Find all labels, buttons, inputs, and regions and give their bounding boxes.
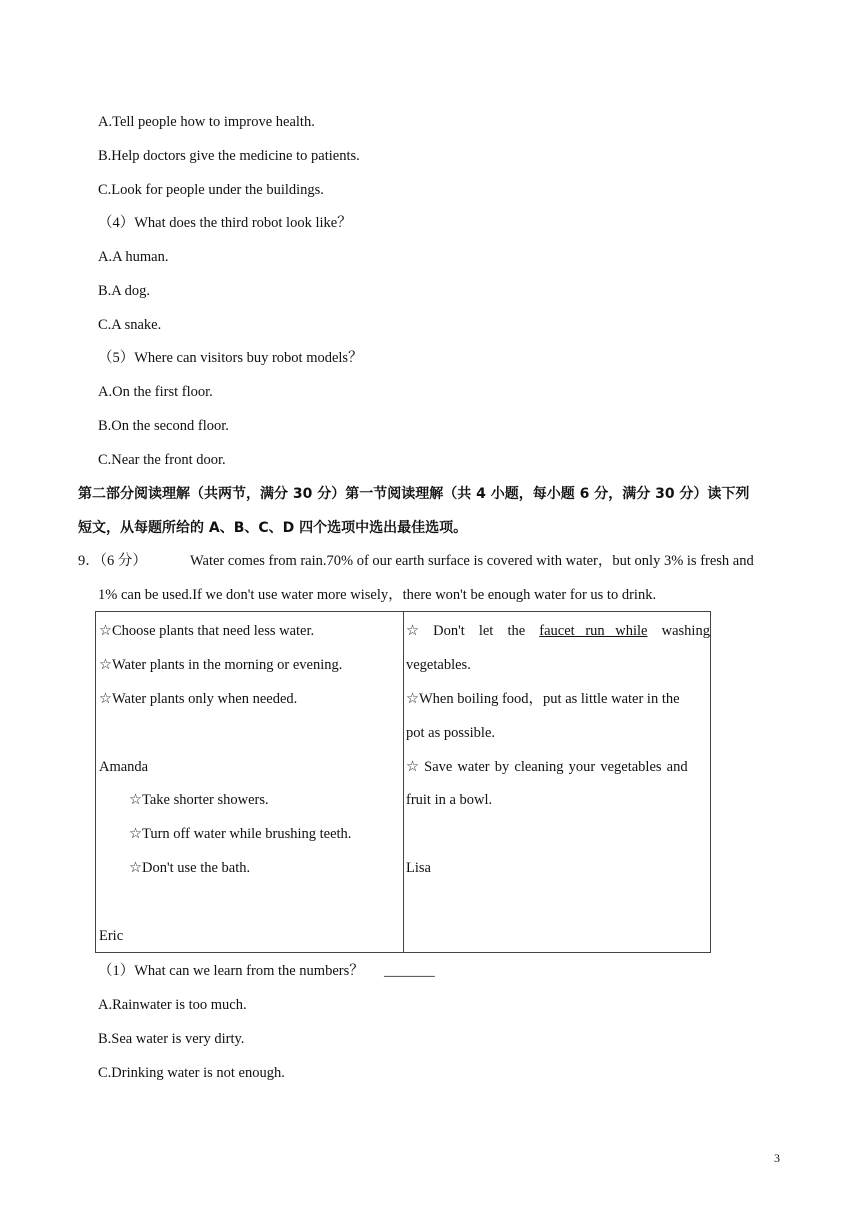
amanda-tip-3: ☆Water plants only when needed. — [99, 691, 298, 707]
q3-option-c: C.Look for people under the buildings. — [98, 182, 324, 198]
lisa-tip1-star: ☆ — [406, 623, 419, 639]
page-number: 3 — [774, 1151, 780, 1165]
q9-sub1-option-b: B.Sea water is very dirty. — [98, 1031, 245, 1047]
lisa-tip-1-line1 — [406, 622, 710, 640]
q4-stem: （4）What does the third robot look like？ — [98, 215, 352, 231]
lisa-tip1-word-washing: washing — [661, 623, 710, 639]
q5-option-b: B.On the second floor. — [98, 418, 229, 434]
question9-number: 9．（6 分） — [78, 553, 147, 569]
eric-tip-2: ☆Turn off water while brushing teeth. — [129, 826, 352, 842]
q9-sub1-option-c: C.Drinking water is not enough. — [98, 1065, 285, 1081]
lisa-tip1-word-dont: Don't — [433, 623, 465, 639]
eric-tip-3: ☆Don't use the bath. — [129, 860, 251, 876]
section-heading-line2: 短文，从每题所给的 A、B、C、D 四个选项中选出最佳选项。 — [78, 520, 468, 536]
lisa-tip-2-line1: ☆When boiling food，put as little water in the — [406, 691, 680, 707]
q5-stem: （5）Where can visitors buy robot models？ — [98, 350, 363, 366]
amanda-tip-1: ☆Choose plants that need less water. — [99, 623, 315, 639]
q4-option-a: A.A human. — [98, 249, 169, 265]
q9-sub1-stem: （1）What can we learn from the numbers？ — [98, 963, 364, 979]
amanda-tip-2: ☆Water plants in the morning or evening. — [99, 657, 343, 673]
q9-sub1-blank[interactable]: _______ — [384, 963, 435, 979]
lisa-name: Lisa — [406, 860, 431, 876]
lisa-tip1-underlined: faucet run while — [539, 623, 648, 639]
q3-option-b: B.Help doctors give the medicine to patients. — [98, 148, 360, 164]
eric-tip-1: ☆Take shorter showers. — [129, 792, 269, 808]
tips-table-divider — [403, 611, 404, 953]
q3-option-a: A.Tell people how to improve health. — [98, 114, 315, 130]
question9-intro-line2: 1% can be used.If we don't use water more wisely，there won't be enough water for us to drink. — [98, 587, 657, 603]
lisa-tip-2-line2: pot as possible. — [406, 725, 496, 741]
lisa-tip-1-line2: vegetables. — [406, 657, 471, 673]
q4-option-b: B.A dog. — [98, 283, 150, 299]
q5-option-c: C.Near the front door. — [98, 452, 226, 468]
lisa-tip1-word-the: the — [507, 623, 526, 639]
lisa-tip-3-line1: ☆ Save water by cleaning your vegetables and — [406, 759, 688, 775]
section-heading-line1: 第二部分阅读理解（共两节，满分 30 分）第一节阅读理解（共 4 小题，每小题 6 分，满分 30 分）读下列 — [78, 486, 750, 502]
lisa-tip-3-line2: fruit in a bowl. — [406, 792, 493, 808]
eric-name: Eric — [99, 928, 124, 944]
q5-option-a: A.On the first floor. — [98, 384, 213, 400]
amanda-name: Amanda — [99, 759, 149, 775]
question9-intro-line1: Water comes from rain.70% of our earth surface is covered with water，but only 3% is fresh and — [190, 553, 754, 569]
q9-sub1-option-a: A.Rainwater is too much. — [98, 997, 247, 1013]
lisa-tip1-word-let: let — [478, 623, 494, 639]
q4-option-c: C.A snake. — [98, 317, 162, 333]
